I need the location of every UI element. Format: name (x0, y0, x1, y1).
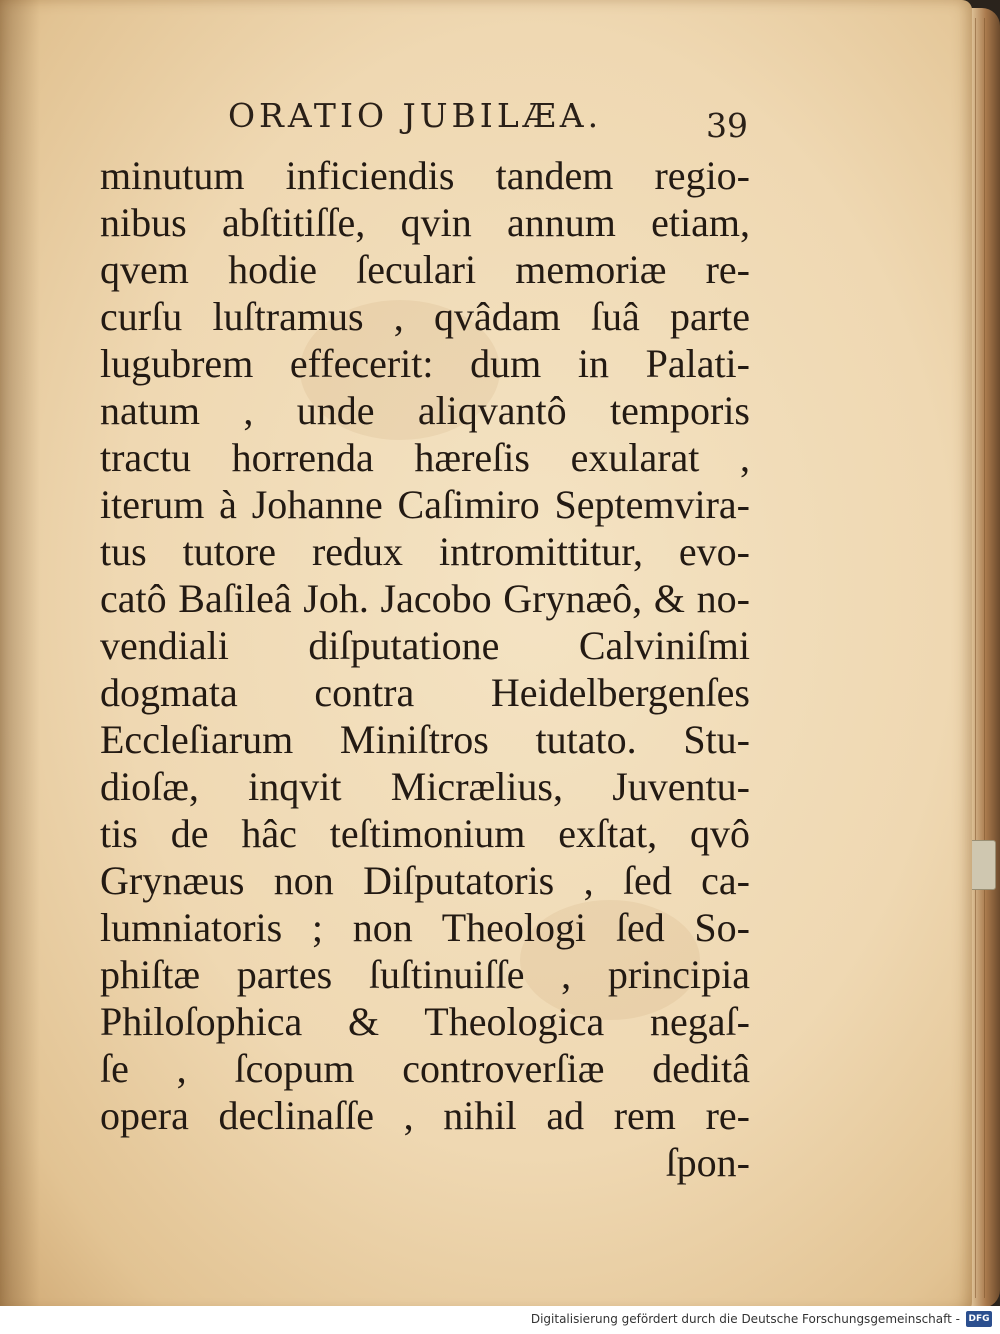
text-line: Grynæus non Diſputatoris , ſed ca- (100, 858, 750, 903)
running-title: ORATIO JUBILÆA. (228, 96, 603, 135)
text-line: iterum à Johanne Caſimiro Septemvira- (100, 482, 750, 527)
text-line: catô Baſileâ Joh. Jacobo Grynæô, & no- (100, 576, 750, 621)
text-line: qvem hodie ſeculari memoriæ re- (100, 247, 750, 292)
text-line: nibus abſtitiſſe, qvin annum etiam, (100, 200, 750, 245)
text-line: ſe , ſcopum controverſiæ deditâ (100, 1046, 750, 1091)
body-text (100, 152, 750, 1186)
funding-credit: Digitalisierung gefördert durch die Deutsche Forschungsgemeinschaft - (530, 1312, 960, 1326)
text-line: tus tutore redux intromittitur, evo- (100, 529, 750, 574)
text-line: natum , unde aliqvantô temporis (100, 388, 750, 433)
text-line: lugubrem effecerit: dum in Palati- (100, 341, 750, 386)
text-line: vendiali diſputatione Calviniſmi (100, 623, 750, 668)
page-tab-marker (968, 840, 996, 890)
text-line: opera declinaſſe , nihil ad rem re- (100, 1093, 750, 1138)
text-line: dioſæ, inqvit Micrælius, Juventu- (100, 764, 750, 809)
page-number: 39 (706, 106, 748, 145)
text-line: tis de hâc teſtimonium exſtat, qvô (100, 811, 750, 856)
text-line: lumniatoris ; non Theologi ſed So- (100, 905, 750, 950)
footer-bar (0, 1306, 1000, 1334)
text-line: Philoſophica & Theologica negaſ- (100, 999, 750, 1044)
dfg-logo-icon[interactable]: DFG (966, 1311, 992, 1327)
text-line: minutum inficiendis tandem regio- (100, 153, 750, 198)
text-line: dogmata contra Heidelbergenſes (100, 670, 750, 715)
catchword: ſpon- (665, 1140, 750, 1185)
text-line: tractu horrenda hæreſis exularat , (100, 435, 750, 480)
text-line: Eccleſiarum Miniſtros tutato. Stu- (100, 717, 750, 762)
text-line: phiſtæ partes ſuſtinuiſſe , principia (100, 952, 750, 997)
text-line: curſu luſtramus , qvâdam ſuâ parte (100, 294, 750, 339)
